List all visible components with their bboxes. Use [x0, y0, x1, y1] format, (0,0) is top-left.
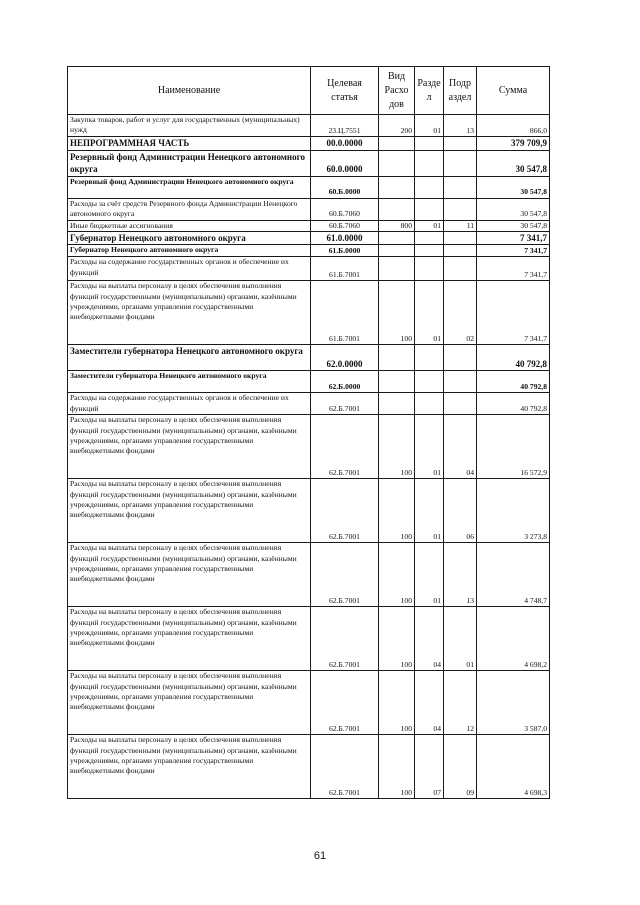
row-target-article: 62.Б.0000: [311, 371, 379, 393]
row-expense-type: [379, 176, 415, 198]
row-subsection: 06: [444, 479, 477, 543]
row-sum: 30 547,8: [477, 150, 550, 176]
row-target-article: 60.Б.7060: [311, 198, 379, 220]
header-section: Разде л: [415, 67, 444, 115]
row-expense-type: [379, 231, 415, 245]
row-section: 07: [415, 735, 444, 799]
table-row: [68, 137, 550, 151]
row-expense-type: 100: [379, 607, 415, 671]
row-target-article: 62.0.0000: [311, 345, 379, 371]
row-expense-type: [379, 393, 415, 415]
table-row: [68, 150, 550, 176]
row-sum: 7 341,7: [477, 281, 550, 345]
row-section: 04: [415, 671, 444, 735]
row-name: Расходы на выплаты персоналу в целях обеспечения выполнения функций государственными (муниципальными) органами, казёнными учреждениями, органами управления государственными внебюджетными фондами: [68, 543, 311, 607]
row-expense-type: [379, 245, 415, 257]
row-subsection: [444, 231, 477, 245]
row-expense-type: 100: [379, 281, 415, 345]
row-target-article: 62.Б.7001: [311, 607, 379, 671]
row-section: 01: [415, 479, 444, 543]
row-section: [415, 393, 444, 415]
table-row: [68, 257, 550, 281]
row-sum: 866,0: [477, 115, 550, 137]
row-subsection: [444, 176, 477, 198]
row-target-article: 62.Б.7001: [311, 735, 379, 799]
row-target-article: 00.0.0000: [311, 137, 379, 151]
row-sum: 7 341,7: [477, 245, 550, 257]
row-subsection: 02: [444, 281, 477, 345]
row-sum: 16 572,9: [477, 415, 550, 479]
row-target-article: 62.Б.7001: [311, 479, 379, 543]
row-sum: 40 792,8: [477, 393, 550, 415]
row-subsection: 12: [444, 671, 477, 735]
table-row: [68, 281, 550, 345]
row-section: [415, 371, 444, 393]
row-target-article: 60.Б.0000: [311, 176, 379, 198]
row-section: [415, 150, 444, 176]
row-expense-type: [379, 198, 415, 220]
table-row: [68, 176, 550, 198]
table-row: [68, 345, 550, 371]
row-section: [415, 176, 444, 198]
row-target-article: 61.Б.0000: [311, 245, 379, 257]
row-expense-type: [379, 137, 415, 151]
table-row: [68, 393, 550, 415]
row-section: 01: [415, 281, 444, 345]
row-sum: 7 341,7: [477, 231, 550, 245]
row-expense-type: 100: [379, 543, 415, 607]
row-expense-type: [379, 371, 415, 393]
row-sum: 40 792,8: [477, 345, 550, 371]
header-target-article: Целевая статья: [311, 67, 379, 115]
header-sum: Сумма: [477, 67, 550, 115]
table-body: [68, 115, 550, 799]
row-name: Резервный фонд Администрации Ненецкого автономного округа: [68, 150, 311, 176]
row-name: Расходы на выплаты персоналу в целях обеспечения выполнения функций государственными (муниципальными) органами, казёнными учреждениями, органами управления государственными внебюджетными фондами: [68, 735, 311, 799]
table-row: [68, 231, 550, 245]
row-expense-type: 200: [379, 115, 415, 137]
row-target-article: 62.Б.7001: [311, 671, 379, 735]
row-subsection: [444, 150, 477, 176]
row-sum: 379 709,9: [477, 137, 550, 151]
row-section: 01: [415, 115, 444, 137]
row-sum: 4 698,2: [477, 607, 550, 671]
row-target-article: 62.Б.7001: [311, 393, 379, 415]
header-name: Наименование: [68, 67, 311, 115]
row-section: 01: [415, 220, 444, 231]
row-subsection: [444, 393, 477, 415]
row-section: [415, 231, 444, 245]
row-target-article: 61.0.0000: [311, 231, 379, 245]
row-section: [415, 137, 444, 151]
row-name: Заместители губернатора Ненецкого автономного округа: [68, 345, 311, 371]
row-target-article: 61.Б.7001: [311, 281, 379, 345]
row-section: [415, 245, 444, 257]
row-section: 04: [415, 607, 444, 671]
row-expense-type: [379, 257, 415, 281]
table-row: [68, 415, 550, 479]
table-row: [68, 607, 550, 671]
row-name: Расходы на выплаты персоналу в целях обеспечения выполнения функций государственными (муниципальными) органами, казёнными учреждениями, органами управления государственными внебюджетными фондами: [68, 607, 311, 671]
row-name: Заместители губернатора Ненецкого автономного округа: [68, 371, 311, 393]
table-row: [68, 245, 550, 257]
header-subsection: Подр аздел: [444, 67, 477, 115]
row-name: Расходы на выплаты персоналу в целях обеспечения выполнения функций государственными (муниципальными) органами, казёнными учреждениями, органами управления государственными внебюджетными фондами: [68, 415, 311, 479]
row-target-article: 23.Ц.7551: [311, 115, 379, 137]
row-name: Закупка товаров, работ и услуг для государственных (муниципальных) нужд: [68, 115, 311, 137]
row-sum: 7 341,7: [477, 257, 550, 281]
row-section: 01: [415, 543, 444, 607]
row-subsection: 01: [444, 607, 477, 671]
row-section: 01: [415, 415, 444, 479]
row-sum: 40 792,8: [477, 371, 550, 393]
budget-table: [67, 66, 550, 799]
row-name: Расходы на содержание государственных органов и обеспечение их функций: [68, 257, 311, 281]
row-target-article: 62.Б.7001: [311, 543, 379, 607]
row-sum: 3 587,0: [477, 671, 550, 735]
header-expense-type: Вид Расхо дов: [379, 67, 415, 115]
row-expense-type: [379, 150, 415, 176]
row-sum: 30 547,8: [477, 198, 550, 220]
row-name: Расходы на выплаты персоналу в целях обеспечения выполнения функций государственными (муниципальными) органами, казёнными учреждениями, органами управления государственными внебюджетными фондами: [68, 281, 311, 345]
row-name: Расходы за счёт средств Резервного фонда Администрации Ненецкого автономного округа: [68, 198, 311, 220]
row-expense-type: 100: [379, 479, 415, 543]
row-subsection: 09: [444, 735, 477, 799]
row-target-article: 60.Б.7060: [311, 220, 379, 231]
row-name: Расходы на выплаты персоналу в целях обеспечения выполнения функций государственными (муниципальными) органами, казёнными учреждениями, органами управления государственными внебюджетными фондами: [68, 671, 311, 735]
row-section: [415, 257, 444, 281]
row-target-article: 61.Б.7001: [311, 257, 379, 281]
row-subsection: [444, 198, 477, 220]
table-row: [68, 671, 550, 735]
row-section: [415, 198, 444, 220]
row-name: Губернатор Ненецкого автономного округа: [68, 245, 311, 257]
table-row: [68, 220, 550, 231]
row-subsection: 13: [444, 543, 477, 607]
row-subsection: [444, 257, 477, 281]
row-subsection: 11: [444, 220, 477, 231]
table-row: [68, 543, 550, 607]
table-row: [68, 735, 550, 799]
row-subsection: [444, 137, 477, 151]
table-row: [68, 198, 550, 220]
row-name: Губернатор Ненецкого автономного округа: [68, 231, 311, 245]
row-subsection: [444, 371, 477, 393]
table-header-row: [68, 67, 550, 115]
row-sum: 3 273,8: [477, 479, 550, 543]
row-name: Расходы на содержание государственных органов и обеспечение их функций: [68, 393, 311, 415]
row-expense-type: 100: [379, 415, 415, 479]
row-expense-type: 100: [379, 671, 415, 735]
table-row: [68, 115, 550, 137]
row-target-article: 62.Б.7001: [311, 415, 379, 479]
table-row: [68, 371, 550, 393]
row-name: Расходы на выплаты персоналу в целях обеспечения выполнения функций государственными (муниципальными) органами, казёнными учреждениями, органами управления государственными внебюджетными фондами: [68, 479, 311, 543]
row-subsection: 13: [444, 115, 477, 137]
row-section: [415, 345, 444, 371]
row-subsection: [444, 245, 477, 257]
row-name: НЕПРОГРАММНАЯ ЧАСТЬ: [68, 137, 311, 151]
row-sum: 30 547,8: [477, 176, 550, 198]
row-name: Резервный фонд Администрации Ненецкого автономного округа: [68, 176, 311, 198]
row-sum: 4 748,7: [477, 543, 550, 607]
row-subsection: [444, 345, 477, 371]
row-name: Иные бюджетные ассигнования: [68, 220, 311, 231]
row-target-article: 60.0.0000: [311, 150, 379, 176]
row-expense-type: 100: [379, 735, 415, 799]
row-sum: 30 547,8: [477, 220, 550, 231]
row-expense-type: [379, 345, 415, 371]
row-subsection: 04: [444, 415, 477, 479]
table-row: [68, 479, 550, 543]
row-sum: 4 698,3: [477, 735, 550, 799]
page-number: 61: [313, 850, 327, 862]
row-expense-type: 800: [379, 220, 415, 231]
